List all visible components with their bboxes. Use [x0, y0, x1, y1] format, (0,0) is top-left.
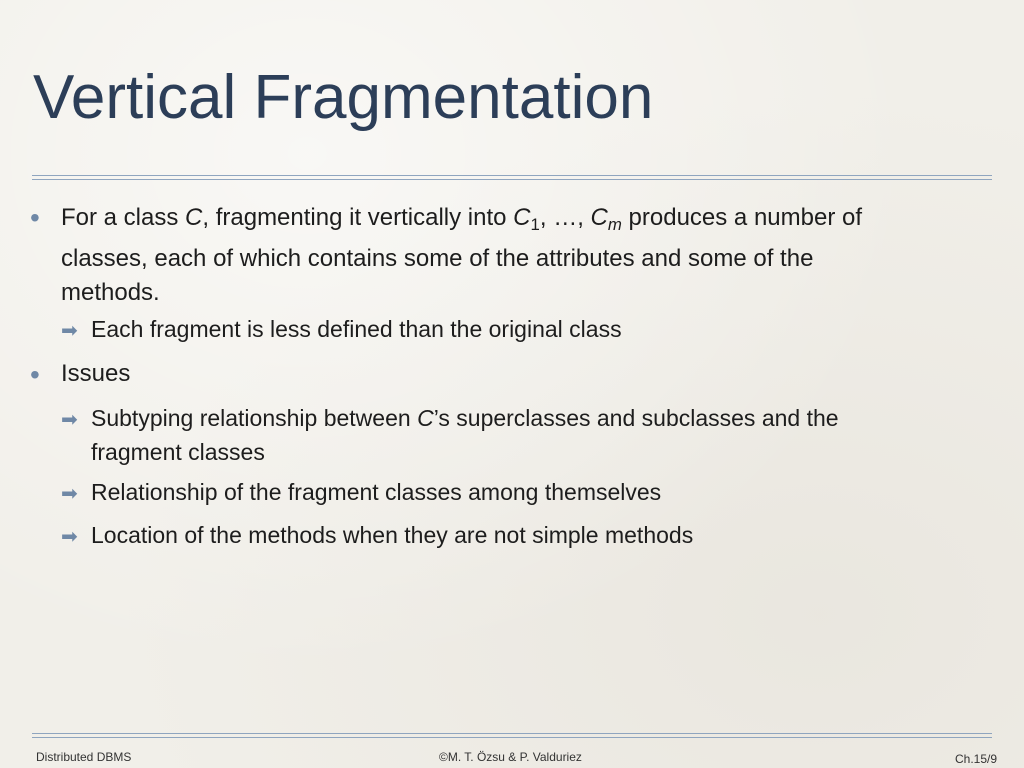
bullet-1-line-2: classes, each of which contains some of the attributes and some of the	[61, 245, 814, 273]
title-divider	[32, 175, 992, 180]
slide-title: Vertical Fragmentation	[33, 63, 654, 132]
bullet-1-sub-m: m	[607, 215, 622, 235]
bullet-icon: •	[30, 359, 40, 390]
sub-bullet-2c	[61, 519, 961, 553]
arrow-icon: ➡	[61, 409, 78, 431]
sub-bullet-1	[61, 313, 961, 347]
arrow-icon: ➡	[61, 320, 78, 342]
bullet-1-pre: For a class	[61, 204, 186, 231]
bullet-1-line-3: methods.	[61, 279, 160, 307]
sub-bullet-1-text: Each fragment is less defined than the original class	[91, 316, 622, 342]
bullet-1-sub-1: 1	[530, 215, 540, 235]
sub-bullet-2b	[61, 476, 961, 510]
footer-copyright: ©M. T. Özsu & P. Valduriez	[439, 750, 582, 764]
bullet-1-post: produces a number of	[621, 204, 862, 231]
bullet-text-1	[61, 201, 1001, 310]
bullet-1-mid: , fragmenting it vertically into	[202, 204, 514, 231]
bullet-text-2: Issues	[61, 360, 131, 387]
footer-page-number: Ch.15/9	[955, 752, 998, 766]
footer-divider	[32, 733, 992, 738]
bullet-icon: •	[30, 202, 40, 233]
sub-bullet-2b-text: Relationship of the fragment classes among themselves	[91, 479, 662, 505]
sub-bullet-2a	[61, 402, 961, 468]
arrow-icon: ➡	[61, 526, 78, 548]
bullet-1-cm: C	[590, 204, 608, 231]
sub-bullet-2a-line-2: fragment classes	[91, 439, 265, 465]
sub-bullet-2a-pre: Subtyping relationship between	[91, 405, 418, 431]
sub-bullet-2c-text: Location of the methods when they are not simple methods	[91, 522, 694, 548]
arrow-icon: ➡	[61, 483, 78, 505]
bullet-1-c1: C	[513, 204, 531, 231]
bullet-1-dots: , …,	[539, 204, 591, 231]
bullet-1-class-c: C	[185, 204, 203, 231]
sub-bullet-2a-post: ’s superclasses and subclasses and the	[433, 405, 839, 431]
footer-course: Distributed DBMS	[36, 750, 132, 764]
sub-bullet-2a-class-c: C	[417, 405, 434, 431]
